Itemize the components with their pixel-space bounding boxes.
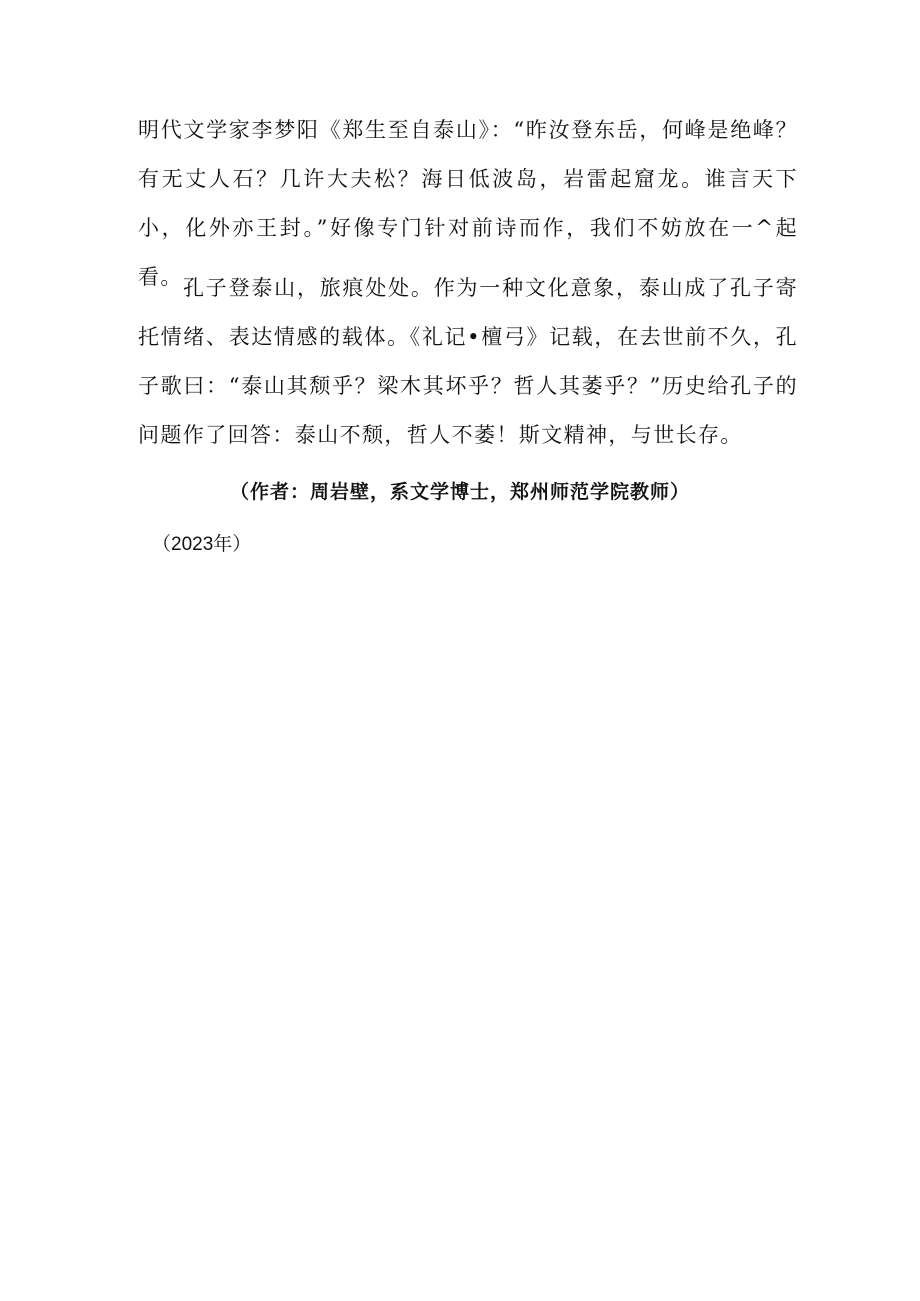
author-byline: （作者：周岩壁，系文学博士，郑州师范学院教师）: [229, 481, 690, 503]
body-paragraph-1: 明代文学家李梦阳《郑生至自泰山》：“昨汝登东岳，何峰是绝峰？有无丈人石？几许大夫松？海日低波岛，岩雷起窟龙。谁言天下小，化外亦王封。”好像专门针对前诗而作，我们不妨放在一^起看。: [138, 118, 798, 289]
publication-year: （2023年）: [152, 534, 252, 555]
body-paragraph-2: 孔子登泰山，旅痕处处。作为一种文化意象，泰山成了孔子寄托情绪、表达情感的载体。《礼记•檀弓》记载，在去世前不久，孔子歌曰：“泰山其颓乎？梁木其坏乎？哲人其萎乎？”历史给孔子的问题作了回答：泰山不颓，哲人不萎！斯文精神，与世长存。: [138, 276, 798, 447]
